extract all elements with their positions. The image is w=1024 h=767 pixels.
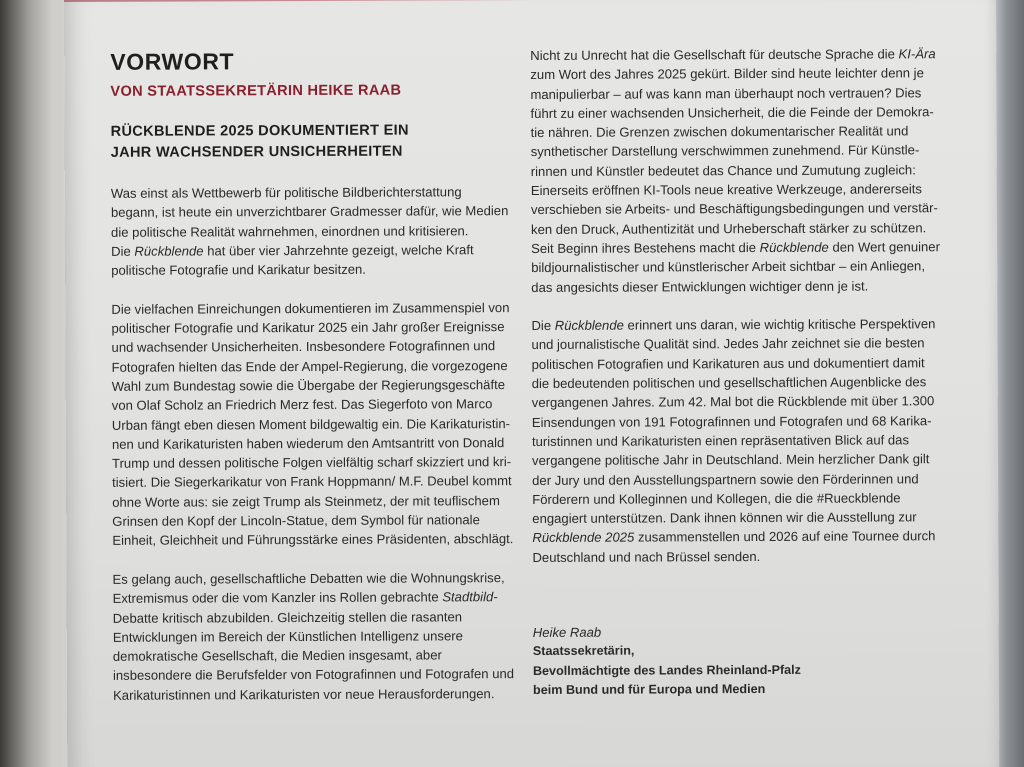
text-line: Einheit, Gleichheit und Führungsstärke eines Präsidenten, abschlägt. xyxy=(112,531,514,549)
text-line: Die Rückblende hat über vier Jahrzehnte gezeigt, welche Kraft xyxy=(111,242,474,259)
text-line: nen und Karikaturisten haben wiederum den Amtsantritt von Donald xyxy=(111,434,505,452)
text-line: Wahl zum Bundestag sowie die Übergabe der Regierungsgeschäfte xyxy=(111,377,506,394)
signature-name: Heike Raab xyxy=(532,624,602,641)
text-line: führt zu einer wachsenden Unsicherheit, die die Feinde der Demokra- xyxy=(530,104,934,121)
page-subtitle: VON STAATSSEKRETÄRIN HEIKE RAAB xyxy=(110,82,402,100)
text-line: Einsendungen von 191 Fotografinnen und Fotografen und 68 Karika- xyxy=(531,412,932,430)
headline xyxy=(111,120,441,163)
text-line: manipulierbar – auf was kann man überhaupt noch vertrauen? Dies xyxy=(530,84,922,102)
book-binding xyxy=(0,0,70,767)
text-line: bildjournalistischer und künstlerischer Arbeit sichtbar – ein Anliegen, xyxy=(531,258,925,276)
text-line: engagiert unterstützen. Dank ihnen können wir die Ausstellung zur xyxy=(532,509,917,527)
text-line: Seit Beginn ihres Bestehens macht die Rückblende den Wert genuiner xyxy=(531,239,940,256)
right-column xyxy=(530,44,940,700)
left-body-text xyxy=(111,182,533,705)
paragraph xyxy=(530,44,940,297)
text-line: Die Rückblende erinnert uns daran, wie wichtig kritische Perspektiven xyxy=(531,316,936,334)
text-line: turistinnen und Karikaturisten einen repräsentativen Blick auf das xyxy=(531,432,910,449)
page-title: VORWORT xyxy=(110,48,235,75)
text-line: Es gelang auch, gesellschaftliche Debatten wie die Wohnungskrise, xyxy=(112,570,505,587)
text-line: Grinsen den Kopf der Lincoln-Statue, dem Symbol für nationale xyxy=(112,512,480,529)
text-line: tisiert. Die Siegerkarikatur von Frank Hoppmann/ M.F. Deubel kommt xyxy=(112,473,512,491)
text-line: tie nähren. Die Grenzen zwischen dokumentarischer Realität und xyxy=(530,123,909,141)
text-line: verschieben sie Arbeits- und Beschäftigungsbedingungen und verstär- xyxy=(530,200,938,218)
text-line: die bedeutenden politischen und gesellschaftlichen Augenblicke des xyxy=(531,374,927,392)
text-line: Deutschland und nach Brüssel senden. xyxy=(532,548,761,565)
text-line: von Olaf Scholz an Friedrich Merz fest. Das Siegerfoto von Marco xyxy=(111,396,493,414)
right-body-text xyxy=(530,44,940,567)
text-line: Debatte kritisch abzubilden. Gleichzeitig stellen die rasanten xyxy=(112,608,463,626)
paragraph xyxy=(111,298,532,551)
text-line: Karikaturistinnen und Karikaturisten vor neue Herausforderungen. xyxy=(113,685,495,703)
paragraph xyxy=(531,314,936,567)
text-line: das angesichts dieser Entwicklungen wichtiger denn je ist. xyxy=(531,278,869,295)
signature-block xyxy=(533,621,937,700)
text-line: insbesondere die Berufsfelder von Fotografinnen und Fotografen und xyxy=(112,666,515,684)
text-line: und journalistische Qualität sind. Jedes Jahr zeichnet sie die besten xyxy=(531,335,925,353)
paragraph xyxy=(111,182,531,280)
text-line: ken den Druck, Authentizität und Urheberschaft stärker zu schützen. xyxy=(530,219,927,237)
text-line: rinnen und Künstler bedeutet das Chance und Zumutung zugleich: xyxy=(530,162,916,179)
text-line: die politische Realität wahrnehmen, einordnen und kritisieren. xyxy=(110,222,469,240)
text-line: politischen Fotografien und Karikaturen aus und dokumentiert damit xyxy=(531,355,925,372)
signature-role-line: Bevollmächtigte des Landes Rheinland-Pfalz xyxy=(532,662,802,678)
text-line: und wachsender Unsicherheiten. Insbesondere Fotografinnen und xyxy=(111,338,496,356)
text-line: Die vielfachen Einreichungen dokumentieren im Zusammenspiel von xyxy=(111,299,510,317)
paragraph xyxy=(112,568,533,705)
book-page xyxy=(64,0,999,767)
text-line: vergangenen Jahres. Zum 42. Mal bot die Rückblende mit über 1.300 xyxy=(531,393,935,411)
text-line: ohne Worte aus: sie zeigt Trump als Steinmetz, der mit teuflischem xyxy=(112,492,500,510)
text-line: Urban fängt eben diesen Moment bildgewaltig ein. Die Karikaturistin- xyxy=(111,415,511,433)
text-line: demokratische Gesellschaft, die Medien insgesamt, aber xyxy=(112,647,442,664)
text-line: politischer Fotografie und Karikatur 2025 ein Jahr großer Ereignisse xyxy=(111,319,505,336)
headline-line: RÜCKBLENDE 2025 DOKUMENTIERT EIN xyxy=(110,122,409,140)
text-line: Nicht zu Unrecht hat die Gesellschaft für deutsche Sprache die KI-Ära xyxy=(530,46,936,63)
text-line: Förderern und Kolleginnen und Kollegen, die die #Rueckblende xyxy=(532,490,901,507)
text-line: Was einst als Wettbewerb für politische Bildberichterstattung xyxy=(110,184,462,201)
text-line: politische Fotografie und Karikatur besitzen. xyxy=(111,261,366,279)
text-line: Einerseits eröffnen KI-Tools neue kreative Werkzeuge, andererseits xyxy=(530,181,922,199)
text-line: der Jury und den Ausstellungspartnern sowie den Förderinnen und xyxy=(532,470,919,488)
signature-role-line: Staatssekretärin, xyxy=(532,643,635,659)
text-line: zum Wort des Jahres 2025 gekürt. Bilder sind heute leichter denn je xyxy=(530,65,924,83)
text-line: begann, ist heute ein unverzichtbarer Gradmesser dafür, wie Medien xyxy=(110,203,509,221)
text-line: vergangene politische Jahr in Deutschland. Mein herzlicher Dank gilt xyxy=(531,451,930,469)
signature-role-line: beim Bund und für Europa und Medien xyxy=(532,681,766,697)
page-top-edge xyxy=(64,0,996,2)
text-line: Entwicklungen im Bereich der Künstlichen Intelligenz unsere xyxy=(112,628,463,645)
text-line: Fotografen hielten das Ende der Ampel-Regierung, die vorgezogene xyxy=(111,357,508,375)
text-line: synthetischer Darstellung verschwimmen zunehmend. Für Künstle- xyxy=(530,142,920,160)
text-line: Extremismus oder die vom Kanzler ins Rollen gebrachte Stadtbild- xyxy=(112,589,498,607)
text-line: Trump und dessen politische Folgen vielfältig scharf skizziert und kri- xyxy=(112,454,512,471)
text-line: Rückblende 2025 zusammenstellen und 2026 auf eine Tournee durch xyxy=(532,528,936,546)
headline-line: JAHR WACHSENDER UNSICHERHEITEN xyxy=(110,143,403,161)
left-column xyxy=(110,46,533,705)
